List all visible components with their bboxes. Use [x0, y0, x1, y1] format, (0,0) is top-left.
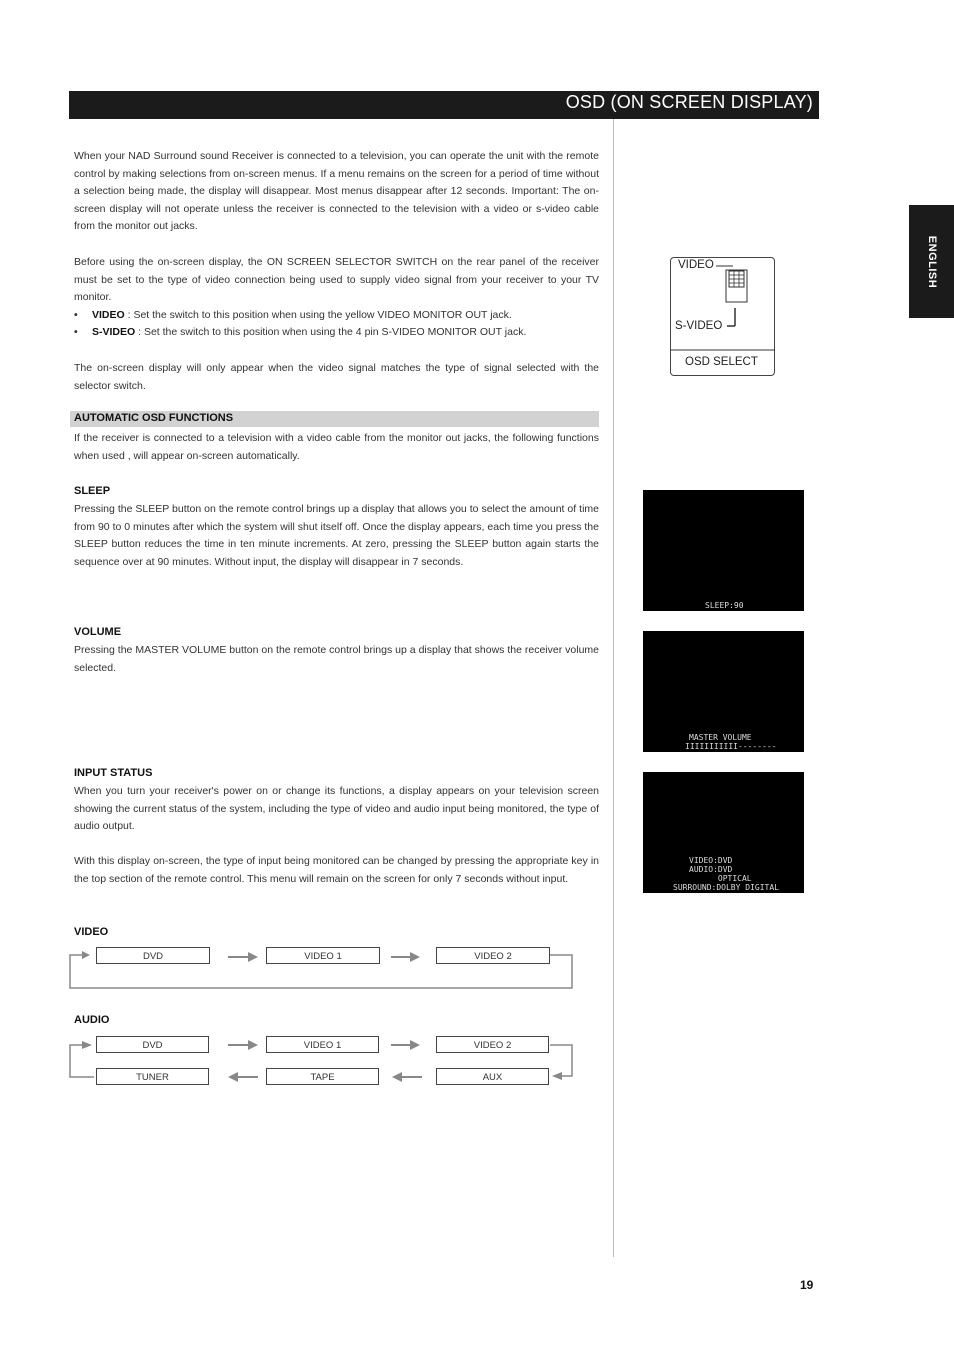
osd-status-line-3: OPTICAL — [689, 874, 752, 883]
audio-flow-heading: AUDIO — [74, 1014, 110, 1026]
osd-volume-title: MASTER VOLUME — [689, 733, 752, 742]
bullet-svideo-text: : Set the switch to this position when using the 4 pin S-VIDEO MONITOR OUT jack. — [135, 326, 527, 338]
osd-sleep-text: SLEEP:90 — [705, 601, 744, 610]
osd-volume-bar: IIIIIIIIIII-------- — [685, 742, 777, 751]
video-flow-heading: VIDEO — [74, 926, 109, 938]
audio-flow-box-tape: TAPE — [266, 1068, 379, 1085]
switch-label-video: VIDEO — [678, 259, 714, 271]
osd-screen-volume — [643, 631, 804, 752]
intro-paragraph-3: The on-screen display will only appear when the video signal matches the type of signal selected with the selector switch. — [74, 362, 599, 392]
switch-graphic — [671, 258, 775, 353]
osd-screen-sleep — [643, 490, 804, 611]
column-divider — [613, 119, 614, 1257]
language-tab-label: ENGLISH — [925, 235, 938, 288]
osd-status-line-4: SURROUND:DOLBY DIGITAL — [673, 883, 779, 892]
video-flow-box-video2: VIDEO 2 — [436, 947, 550, 964]
audio-flow-box-video1: VIDEO 1 — [266, 1036, 379, 1053]
osd-screen-input-status — [643, 772, 804, 893]
header-bar — [69, 91, 819, 119]
bullet-video-term: VIDEO — [92, 309, 125, 321]
sleep-text: Pressing the SLEEP button on the remote control brings up a display that allows you to select the amount of time from 90 to 0 minutes after which the system will shut itself off. Once the display appears, each time you press the SLEEP button reduces the time in ten minute increments. At zero, pressing the SLEEP button again starts the sequence over at 90 minutes. Without input, the display will disappear in 7 seconds. — [74, 503, 599, 568]
input-status-paragraph-1: When you turn your receiver's power on or change its functions, a display appears on your television screen showing the current status of the system, including the type of video and audio input being monitored, the type of audio output. — [74, 785, 599, 833]
input-status-paragraph-2: With this display on-screen, the type of input being monitored can be changed by pressing the appropriate key in the top section of the remote control. This menu will remain on the screen for only 7 seconds without input. — [74, 855, 599, 885]
video-flow-box-video1: VIDEO 1 — [266, 947, 380, 964]
sleep-heading: SLEEP — [74, 485, 111, 497]
switch-label-svideo: S-VIDEO — [675, 320, 723, 332]
section-title: AUTOMATIC OSD FUNCTIONS — [74, 412, 234, 424]
audio-flow-box-dvd: DVD — [96, 1036, 209, 1053]
language-tab — [909, 205, 954, 318]
bullet-svideo-term: S-VIDEO — [92, 326, 136, 338]
bullet-svideo: • S-VIDEO : Set the switch to this position when using the 4 pin S-VIDEO MONITOR OUT jack. — [74, 326, 527, 338]
switch-caption: OSD SELECT — [685, 356, 758, 368]
volume-heading: VOLUME — [74, 626, 122, 638]
page-number: 19 — [800, 1278, 814, 1292]
audio-flow-box-video2: VIDEO 2 — [436, 1036, 549, 1053]
intro-paragraph-2: Before using the on-screen display, the ON SCREEN SELECTOR SWITCH on the rear panel of the receiver must be set to the type of video connection being used to supply video signal from your receiver to your TV monitor. — [74, 256, 599, 304]
osd-status-line-2: AUDIO:DVD — [689, 865, 733, 874]
audio-flow-box-aux: AUX — [436, 1068, 549, 1085]
osd-status-line-1: VIDEO:DVD — [689, 856, 733, 865]
video-flow-box-dvd: DVD — [96, 947, 210, 964]
auto-section-text: If the receiver is connected to a television with a video cable from the monitor out jacks, the following functions when used , will appear on-screen automatically. — [74, 432, 599, 462]
section-bar — [70, 411, 599, 427]
bullet-video-text: : Set the switch to this position when using the yellow VIDEO MONITOR OUT jack. — [124, 309, 512, 321]
osd-select-switch-diagram — [670, 257, 775, 376]
intro-paragraph-1: When your NAD Surround sound Receiver is connected to a television, you can operate the unit with the remote control by making selections from on-screen menus. If a menu remains on the screen for a period of time without a selection being made, the display will disappear. Most menus disappear after 12 seconds. Important: The on-screen display will not operate unless the receiver is connected to the television with a video or s-video cable from the monitor out jacks. — [74, 150, 599, 233]
bullet-video: • VIDEO : Set the switch to this position when using the yellow VIDEO MONITOR OUT jack. — [74, 309, 512, 321]
volume-text: Pressing the MASTER VOLUME button on the remote control brings up a display that shows the receiver volume selected. — [74, 644, 599, 674]
page-title: OSD (ON SCREEN DISPLAY) — [565, 92, 813, 112]
input-status-heading: INPUT STATUS — [74, 767, 153, 779]
audio-flow-box-tuner: TUNER — [96, 1068, 209, 1085]
